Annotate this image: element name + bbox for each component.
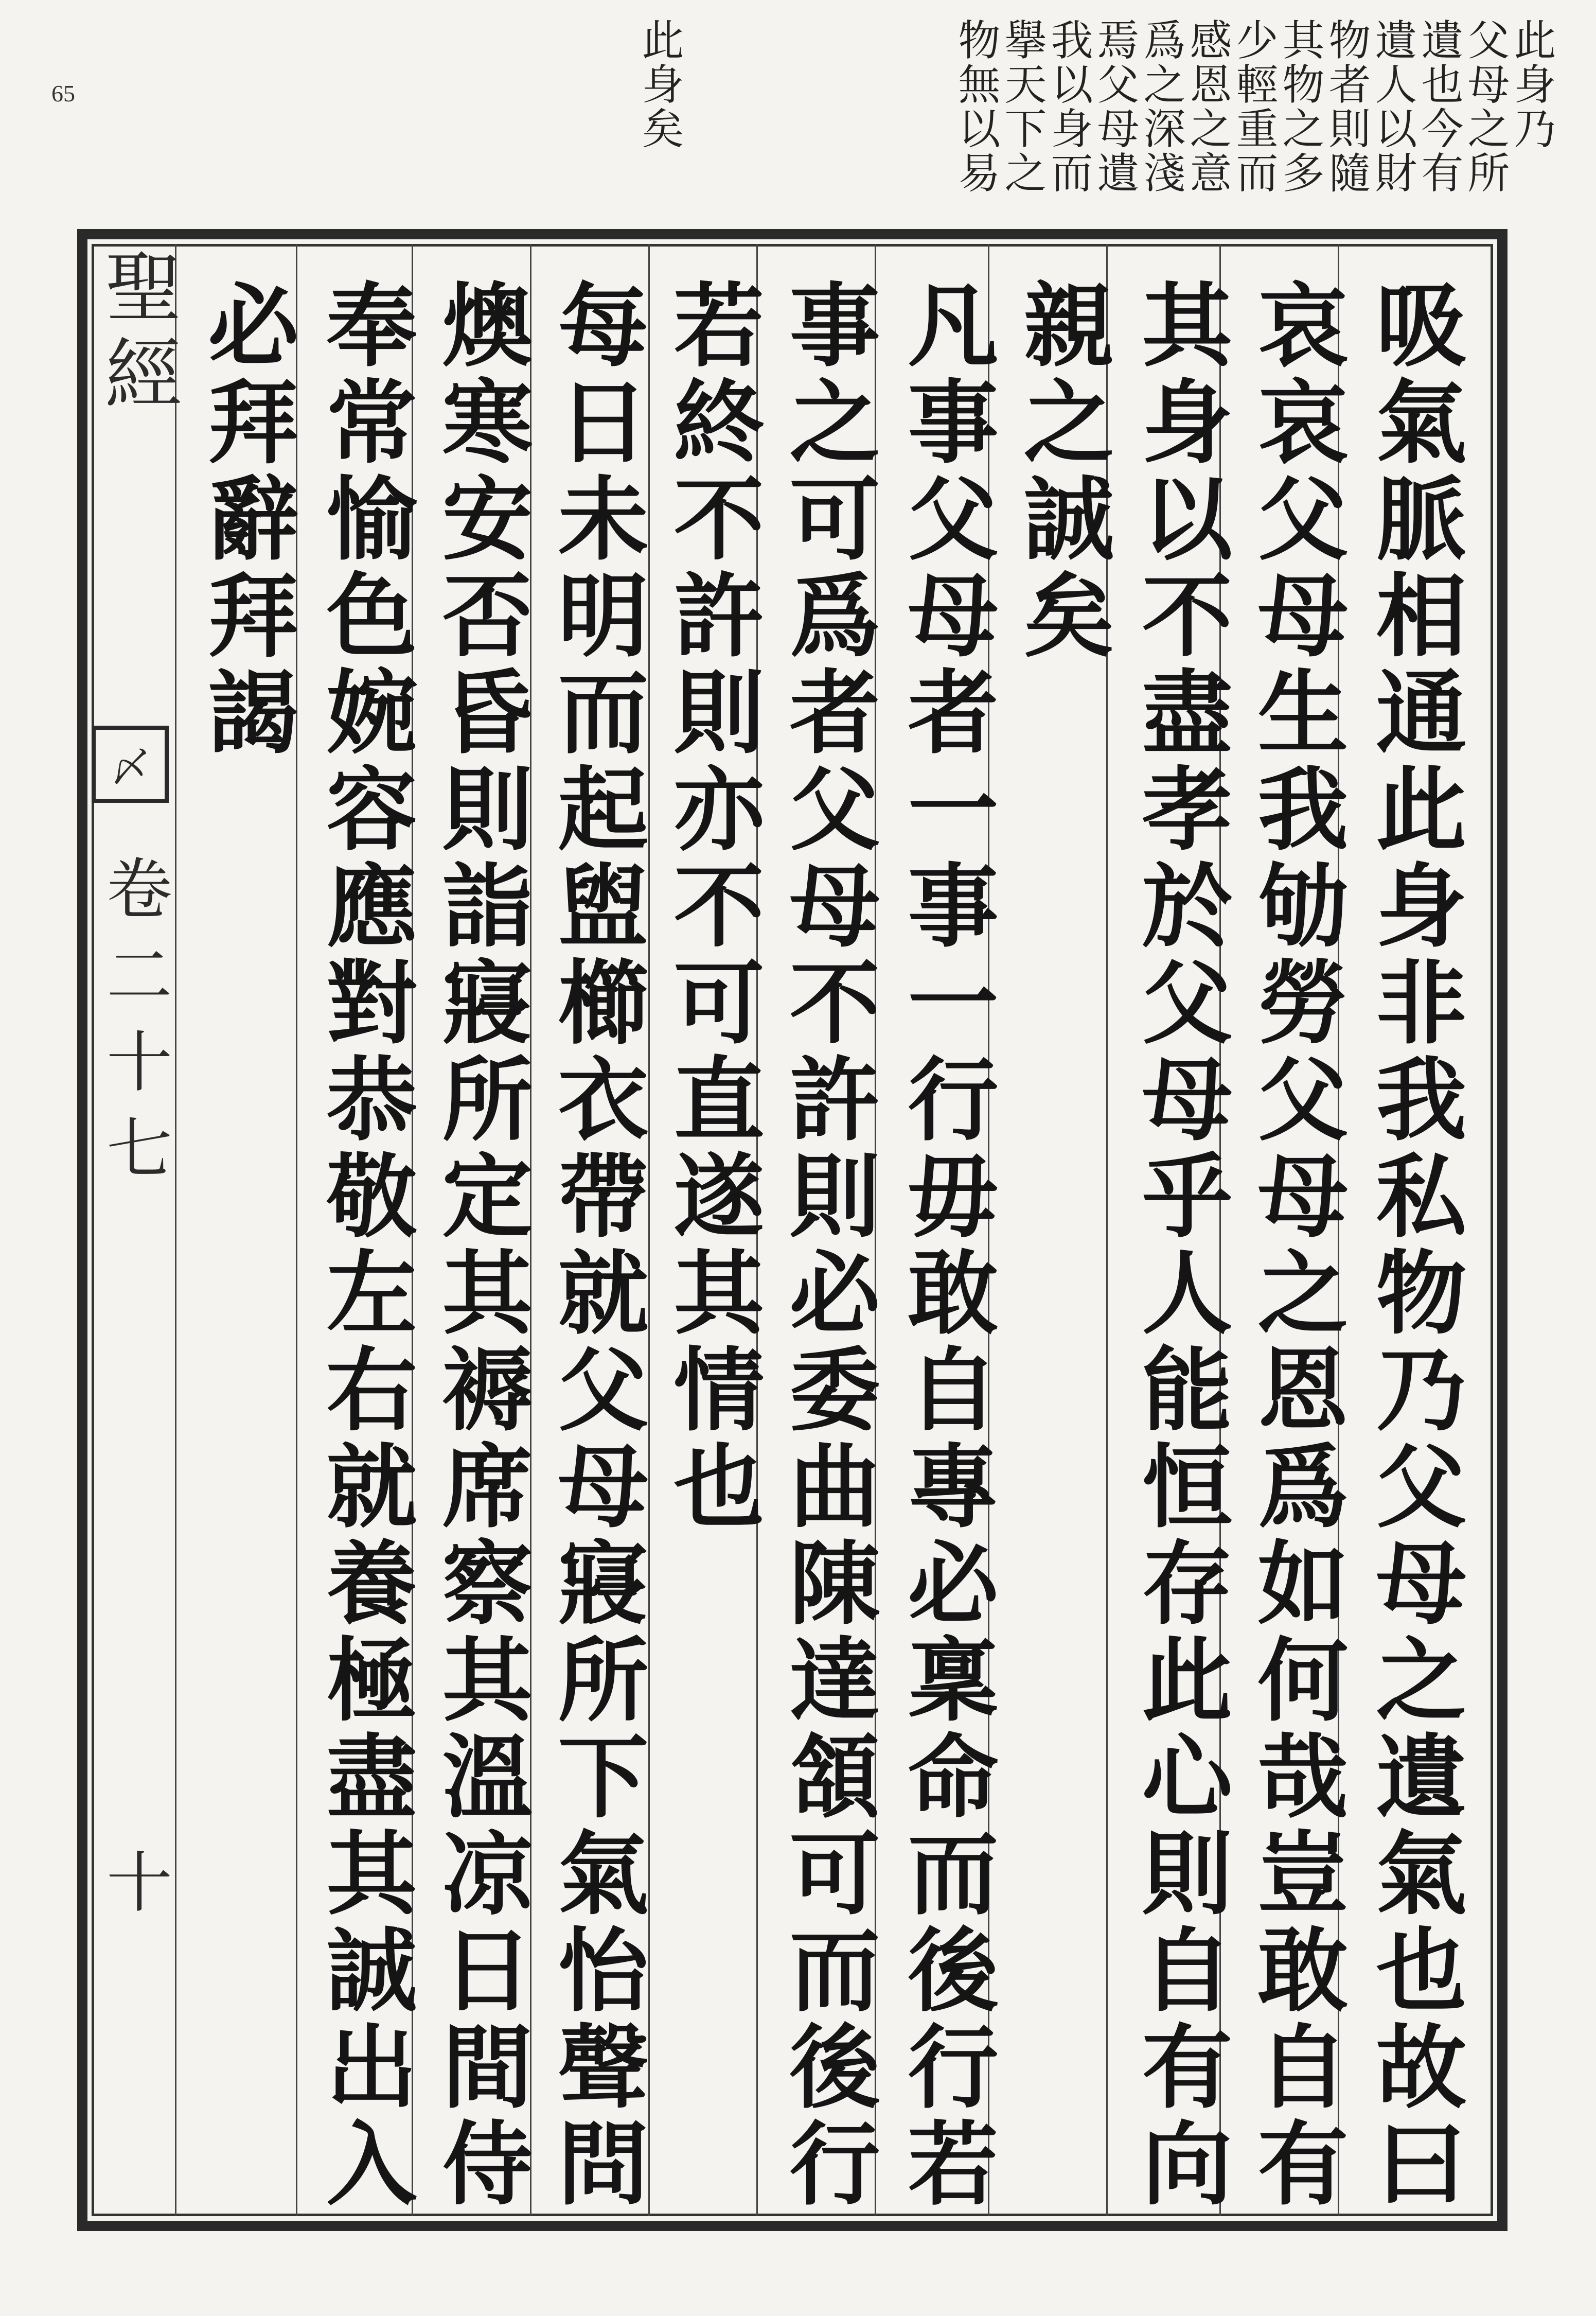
page-number: 65 — [51, 80, 75, 107]
text-column: 若終不許則亦不可直遂其情也 — [659, 278, 765, 1536]
text-column: 其身以不盡孝於父母乎人能恒存此心則自有向 — [1127, 278, 1233, 2213]
annotation-line: 焉父母遺 — [1090, 18, 1139, 195]
text-column: 凡事父母者一事一行毋敢自專必稟命而後行若 — [893, 278, 999, 2213]
annotation-line: 父母之所 — [1461, 18, 1510, 195]
text-column: 哀哀父母生我劬勞父母之恩爲如何哉豈敢自有 — [1243, 278, 1349, 2213]
annotation-line: 此身乃 — [1507, 18, 1556, 151]
text-column: 必拜辭拜謁 — [193, 278, 299, 762]
fishtail-emblem-icon: 〆 — [92, 726, 169, 803]
text-column: 事之可爲者父母不許則必委曲陳達頷可而後行 — [774, 278, 881, 2213]
annotation-line: 擧天下之 — [998, 18, 1047, 195]
annotation-line: 遺人以財 — [1368, 18, 1417, 195]
gutter-leaf-number: 十 — [95, 1848, 172, 1914]
annotation-line: 我以身而 — [1044, 18, 1093, 195]
annotation-line: 感恩之意 — [1183, 18, 1232, 195]
gutter-title: 聖經 — [92, 247, 181, 420]
annotation-line: 遺也今有 — [1414, 18, 1463, 195]
annotation-line: 其物之多 — [1275, 18, 1324, 195]
annotation-line: 少輕重而 — [1229, 18, 1278, 195]
annotation-line: 物無以易 — [951, 18, 1000, 195]
column-rule — [175, 244, 176, 2216]
text-column: 奉常愉色婉容應對恭敬左右就養極盡其誠出入 — [311, 278, 418, 2213]
annotation-line: 物者則隨 — [1322, 18, 1371, 195]
text-column: 燠寒安否昏則詣寢所定其褥席察其溫凉日間侍 — [427, 278, 534, 2213]
text-column: 親之誠矣 — [1008, 278, 1115, 665]
text-column: 吸氣脈相通此身非我私物乃父母之遺氣也故曰 — [1361, 278, 1467, 2213]
gutter-volume: 卷二十七 — [95, 854, 172, 1200]
text-column: 每日未明而起盥櫛衣帶就父母寢所下氣怡聲問 — [543, 278, 649, 2213]
annotation-line: 爲之深淺 — [1137, 18, 1185, 195]
annotation-line: 此身矣 — [635, 18, 684, 151]
